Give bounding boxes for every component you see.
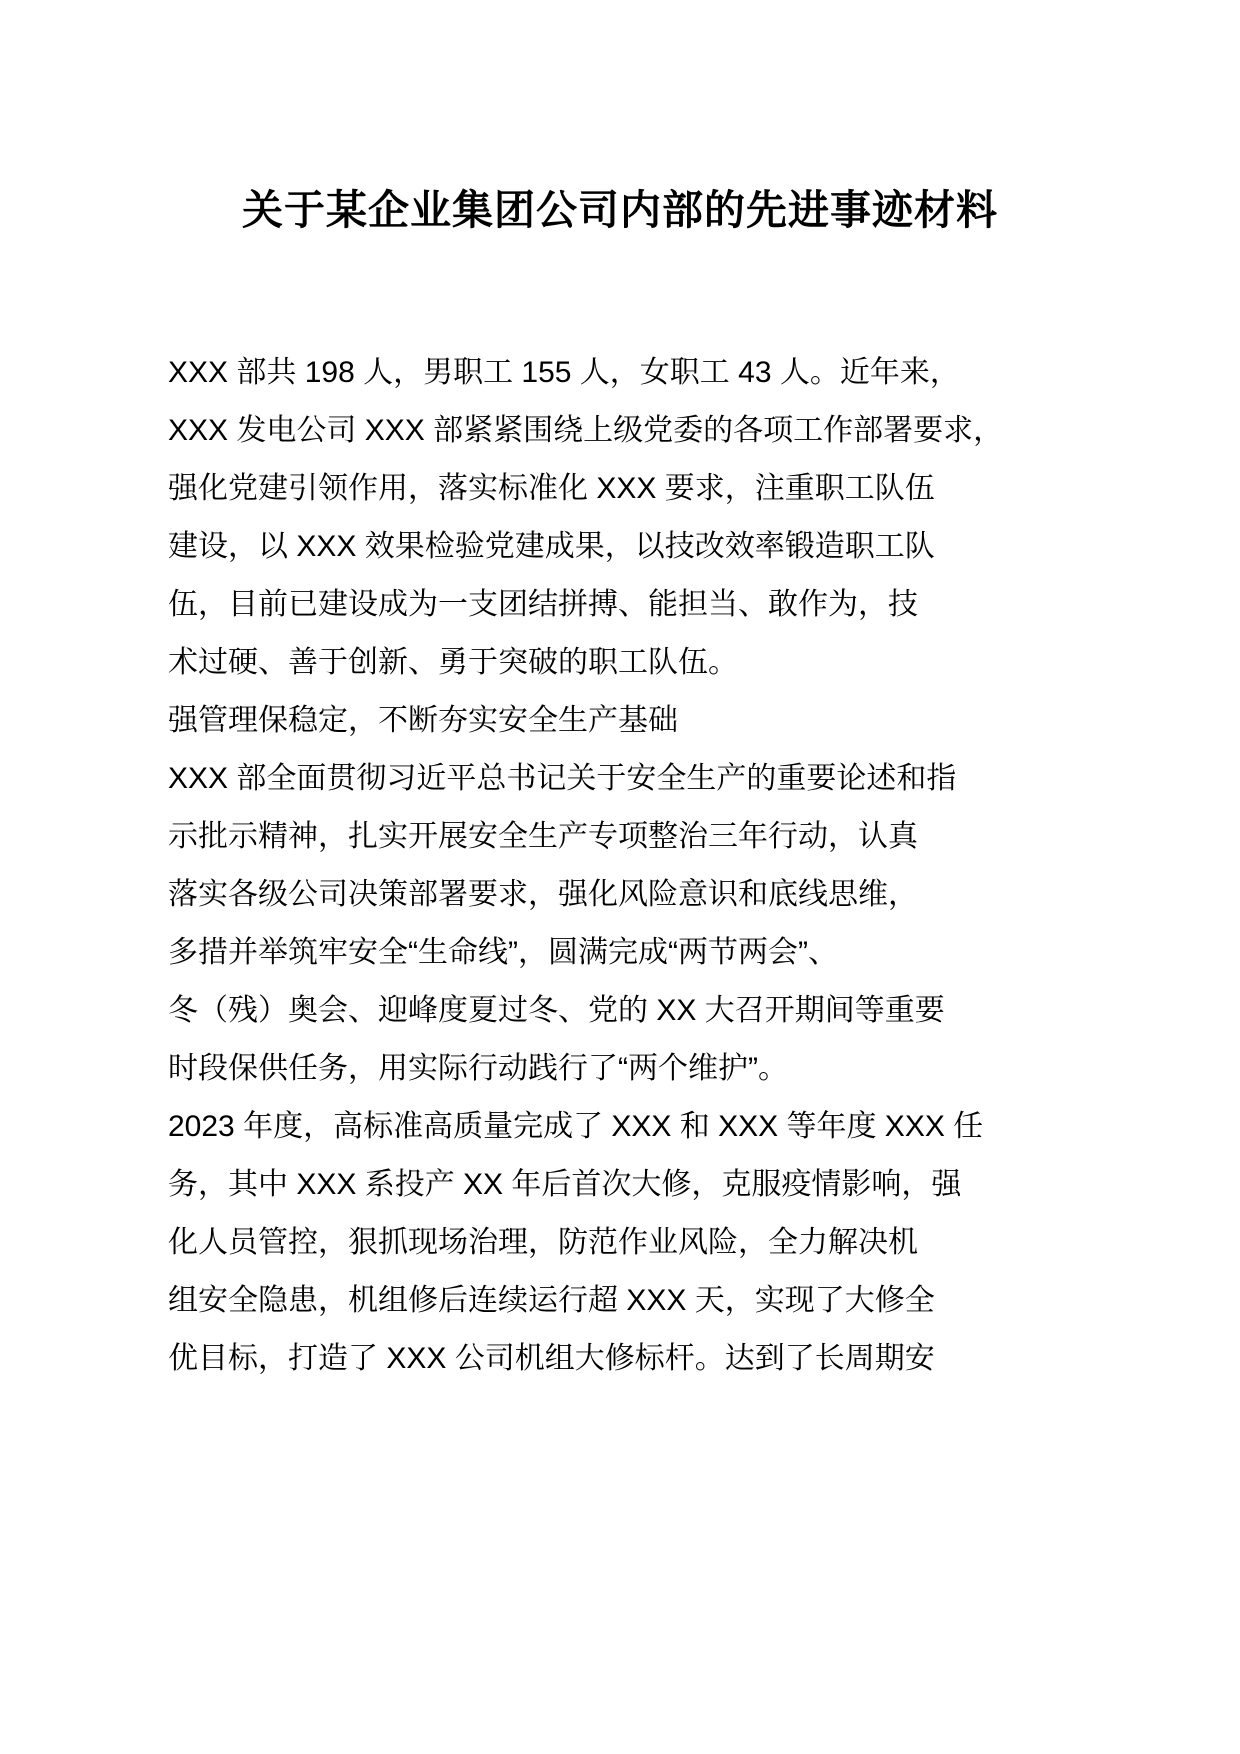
text-line: 化人员管控，狠抓现场治理，防范作业风险，全力解决机 xyxy=(168,1226,918,1259)
text-line: XXX 部全面贯彻习近平总书记关于安全生产的重要论述和指 xyxy=(168,762,957,795)
text-line: 建设，以 XXX 效果检验党建成果，以技改效率锻造职工队 xyxy=(168,530,935,563)
text-line: 多措并举筑牢安全“生命线”，圆满完成“两节两会”、 xyxy=(168,936,838,969)
text-line: 组安全隐患，机组修后连续运行超 XXX 天，实现了大修全 xyxy=(168,1284,935,1317)
text-line: 冬（残）奥会、迎峰度夏过冬、党的 XX 大召开期间等重要 xyxy=(168,994,945,1027)
text-line: 示批示精神，扎实开展安全生产专项整治三年行动，认真 xyxy=(168,820,918,853)
text-line: XXX 部共 198 人，男职工 155 人，女职工 43 人。近年来， xyxy=(168,356,960,389)
document-body xyxy=(168,344,1088,1388)
text-line: 伍，目前已建设成为一支团结拼搏、能担当、敢作为，技 xyxy=(168,588,918,621)
text-line: XXX 发电公司 XXX 部紧紧围绕上级党委的各项工作部署要求， xyxy=(168,414,1004,447)
document-title: 关于某企业集团公司内部的先进事迹材料 xyxy=(242,187,998,233)
text-line: 2023 年度，高标准高质量完成了 XXX 和 XXX 等年度 XXX 任 xyxy=(168,1110,984,1143)
text-line: 落实各级公司决策部署要求，强化风险意识和底线思维， xyxy=(168,878,918,911)
text-line: 术过硬、善于创新、勇于突破的职工队伍。 xyxy=(168,646,738,679)
text-line: 强化党建引领作用，落实标准化 XXX 要求，注重职工队伍 xyxy=(168,472,935,505)
text-line: 时段保供任务，用实际行动践行了“两个维护”。 xyxy=(168,1052,788,1085)
text-line: 优目标，打造了 XXX 公司机组大修标杆。达到了长周期安 xyxy=(168,1342,935,1375)
text-line: 务，其中 XXX 系投产 XX 年后首次大修，克服疫情影响，强 xyxy=(168,1168,962,1201)
section-heading: 强管理保稳定，不断夯实安全生产基础 xyxy=(168,704,678,737)
